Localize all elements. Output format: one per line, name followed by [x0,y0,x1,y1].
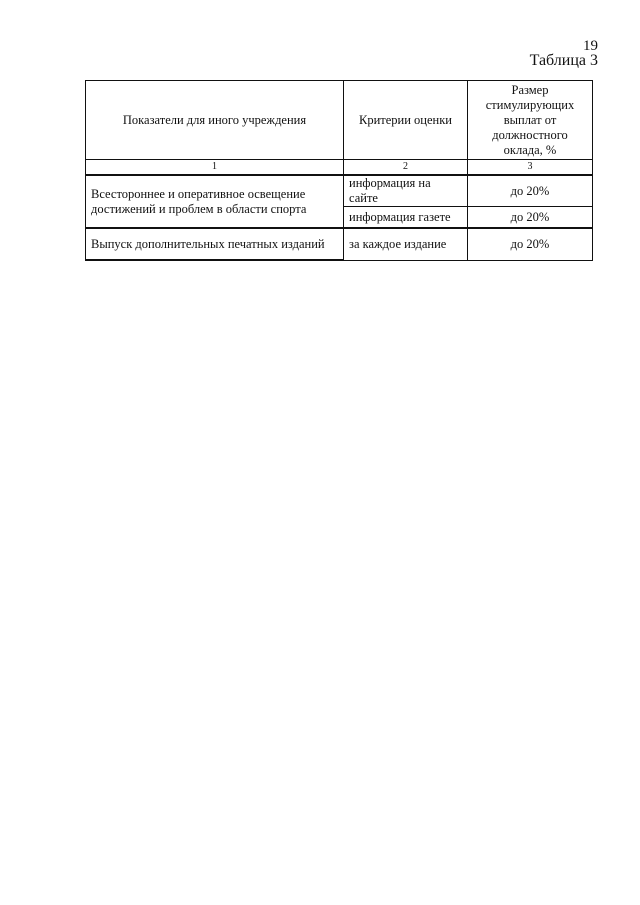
header-indicators: Показатели для иного учреждения [86,81,344,160]
incentive-payments-table [85,80,593,261]
header-payment-size: Размер стимулирующих выплат от должностного оклада, % [468,81,593,160]
column-number-row [86,160,593,176]
page-number: 19 [583,38,598,54]
criterion-cell: за каждое издание [344,228,468,260]
header-criteria: Критерии оценки [344,81,468,160]
criterion-cell: информация на сайте [344,175,468,207]
table-row [86,228,593,260]
criterion-cell: информация газете [344,207,468,229]
column-number-3: 3 [468,160,593,176]
table-row [86,175,593,207]
table-header-row [86,81,593,160]
payment-amount-cell: до 20% [468,207,593,229]
indicator-cell: Выпуск дополнительных печатных изданий [86,228,344,260]
column-number-1: 1 [86,160,344,176]
table-caption: Таблица 3 [529,52,598,69]
payment-amount-cell: до 20% [468,228,593,260]
column-number-2: 2 [344,160,468,176]
payment-amount-cell: до 20% [468,175,593,207]
indicator-cell: Всестороннее и оперативное освещение достижений и проблем в области спорта [86,175,344,228]
